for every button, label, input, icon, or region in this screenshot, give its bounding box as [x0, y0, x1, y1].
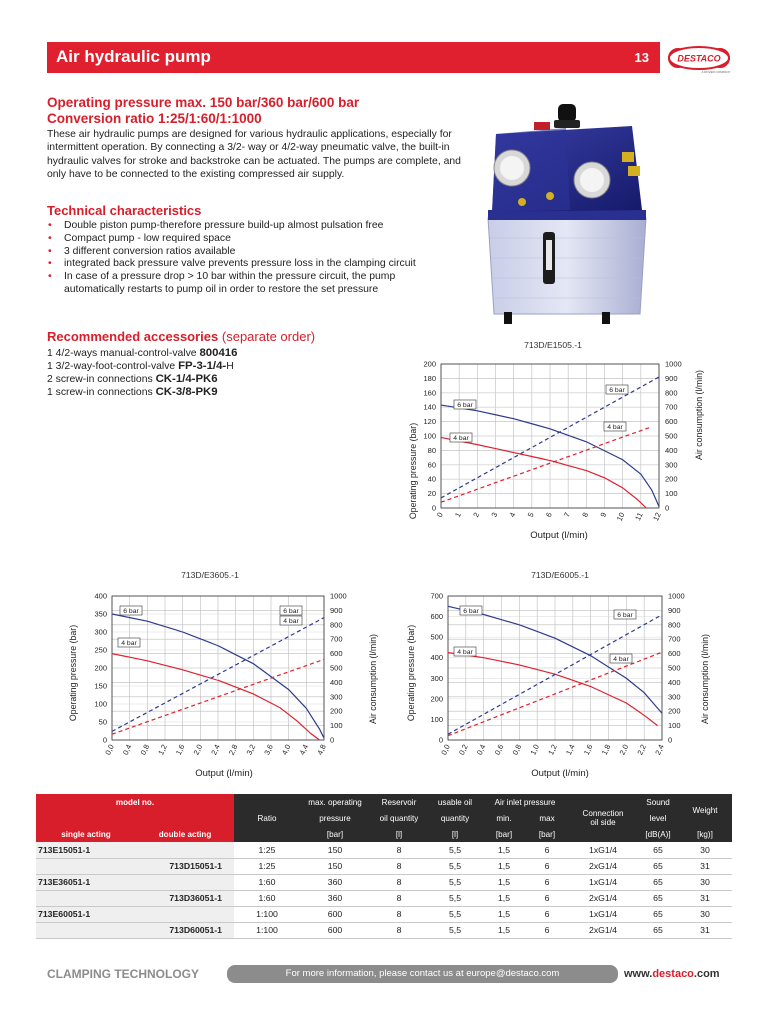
- footer-contact: For more information, please contact us at europe@destaco.com: [227, 965, 618, 983]
- x-tick-label: 1,2: [156, 743, 169, 757]
- cell-max: 6: [526, 874, 568, 890]
- x-tick-label: 10: [614, 511, 627, 523]
- page-number: 13: [634, 50, 649, 65]
- series-annotation-label: 6 bar: [617, 612, 633, 619]
- x-tick-label: 2,4: [653, 743, 666, 757]
- x-axis-label: Output (l/min): [530, 530, 588, 541]
- y2-tick-label: 400: [668, 677, 681, 687]
- logo-text: DESTACO: [677, 53, 721, 64]
- chart-title: 713D/E3605.-1: [181, 570, 239, 580]
- y2-tick-label: 800: [665, 388, 678, 398]
- y2-tick-label: 200: [665, 474, 678, 484]
- y2-axis-label: Air consumption (l/min): [700, 634, 710, 724]
- y2-tick-label: 1000: [665, 359, 682, 369]
- y2-tick-label: 500: [665, 431, 678, 441]
- y-tick-label: 300: [94, 627, 107, 637]
- y-tick-label: 20: [427, 489, 436, 499]
- cell-weight: 30: [678, 906, 732, 922]
- chart-plot: [400, 570, 720, 782]
- series-annotation-label: 4 bar: [121, 640, 137, 647]
- logo-subtext: A DOVER COMPANY: [701, 70, 731, 74]
- chart-plot: [394, 340, 712, 550]
- cell-double: [136, 842, 234, 858]
- x-tick-label: 2,4: [209, 743, 222, 757]
- cell-weight: 30: [678, 842, 732, 858]
- bullet-dot-icon: •: [48, 258, 52, 270]
- cell-double: 713D60051-1: [136, 922, 234, 938]
- chart-1505: [394, 340, 712, 550]
- x-tick-label: 2,2: [635, 743, 648, 757]
- header-model: model no.: [36, 794, 234, 810]
- y2-tick-label: 0: [330, 735, 335, 745]
- chart-6005: [400, 570, 720, 782]
- y-tick-label: 160: [423, 388, 436, 398]
- cell-single: [36, 858, 136, 874]
- cell-sound: 65: [638, 842, 678, 858]
- cell-reservoir: 8: [370, 842, 428, 858]
- bullet-dot-icon: •: [48, 271, 52, 283]
- y-tick-label: 0: [431, 503, 436, 513]
- cell-reservoir: 8: [370, 906, 428, 922]
- cell-usable: 5,5: [428, 874, 482, 890]
- y2-tick-label: 700: [330, 634, 343, 644]
- cell-min: 1,5: [482, 842, 526, 858]
- cell-reservoir: 8: [370, 890, 428, 906]
- series-annotation-label: 6 bar: [463, 608, 479, 615]
- x-tick-label: 0,0: [439, 743, 452, 757]
- x-tick-label: 2,8: [226, 743, 240, 757]
- cell-pressure: 600: [300, 922, 370, 938]
- cell-usable: 5,5: [428, 842, 482, 858]
- y2-tick-label: 400: [665, 445, 678, 455]
- bullet-item: • 3 different conversion ratios available: [48, 245, 236, 257]
- x-tick-label: 0,2: [457, 743, 470, 757]
- bullet-dot-icon: •: [48, 220, 52, 231]
- cell-sound: 65: [638, 874, 678, 890]
- y-tick-label: 400: [94, 591, 107, 601]
- series-annotation-label: 4 bar: [457, 649, 473, 656]
- y2-axis-label: Air consumption (l/min): [694, 370, 704, 460]
- series-annotation-label: 4 bar: [613, 656, 629, 663]
- x-tick-label: 2,0: [191, 743, 205, 757]
- cell-reservoir: 8: [370, 874, 428, 890]
- accessory-item: 1 3/2-way-foot-control-valve FP-3-1/4-H: [47, 360, 234, 372]
- cell-pressure: 150: [300, 858, 370, 874]
- cell-ratio: 1:25: [234, 842, 300, 858]
- y2-tick-label: 600: [665, 417, 678, 427]
- y2-tick-label: 800: [330, 620, 343, 630]
- y2-tick-label: 900: [665, 373, 678, 383]
- cell-weight: 30: [678, 874, 732, 890]
- x-tick-label: 0: [434, 511, 445, 519]
- bullet-item: • Compact pump - low required space: [48, 232, 231, 244]
- cell-ratio: 1:60: [234, 890, 300, 906]
- x-tick-label: 12: [651, 511, 663, 523]
- pump-illustration: [474, 98, 660, 330]
- cell-usable: 5,5: [428, 858, 482, 874]
- y2-tick-label: 300: [330, 692, 343, 702]
- series-annotation-label: 4 bar: [283, 618, 299, 625]
- y-tick-label: 100: [94, 699, 107, 709]
- cell-max: 6: [526, 842, 568, 858]
- x-tick-label: 1,2: [546, 743, 559, 757]
- header-connection: Connection oil side: [568, 794, 638, 842]
- cell-conn: 1xG1/4: [568, 874, 638, 890]
- intro-heading: [47, 95, 467, 127]
- y2-tick-label: 300: [665, 460, 678, 470]
- cell-single: [36, 890, 136, 906]
- technical-bullets: [47, 220, 447, 297]
- cell-ratio: 1:100: [234, 906, 300, 922]
- y2-tick-label: 500: [668, 663, 681, 673]
- cell-single: 713E60051-1: [36, 906, 136, 922]
- x-tick-label: 1,6: [581, 743, 595, 757]
- x-tick-label: 2: [471, 511, 482, 519]
- cell-conn: 2xG1/4: [568, 890, 638, 906]
- bullet-dot-icon: •: [48, 245, 52, 257]
- y2-tick-label: 0: [665, 503, 670, 513]
- y-tick-label: 700: [430, 591, 443, 601]
- x-axis-label: Output (l/min): [531, 768, 589, 779]
- y2-tick-label: 200: [330, 706, 343, 716]
- x-tick-label: 1,0: [528, 743, 541, 757]
- cell-sound: 65: [638, 858, 678, 874]
- table-header-row: single acting double acting [bar] [l] [l] [bar] [bar] [dB(A)] [kg)]: [36, 826, 732, 842]
- cell-max: 6: [526, 890, 568, 906]
- y-tick-label: 400: [430, 653, 443, 663]
- accessory-item: 2 screw-in connections CK-1/4-PK6: [47, 373, 218, 385]
- series-annotation-label: 6 bar: [123, 608, 139, 615]
- y2-tick-label: 300: [668, 692, 681, 702]
- y2-tick-label: 100: [668, 721, 681, 731]
- y2-tick-label: 1000: [668, 591, 685, 601]
- page-title: Air hydraulic pump: [56, 47, 211, 66]
- bullet-item: • integrated back pressure valve prevents pressure loss in the clamping circuit: [48, 258, 416, 270]
- x-tick-label: 1: [453, 511, 463, 519]
- bullet-dot-icon: •: [48, 232, 52, 244]
- y-axis-label: Operating pressure (bar): [408, 422, 418, 520]
- y-tick-label: 100: [423, 431, 436, 441]
- cell-usable: 5,5: [428, 922, 482, 938]
- y2-tick-label: 500: [330, 663, 343, 673]
- x-axis-label: Output (l/min): [195, 768, 253, 779]
- y-tick-label: 500: [430, 632, 443, 642]
- table-row: [36, 922, 732, 938]
- table-row: [36, 858, 732, 874]
- x-tick-label: 4,8: [315, 743, 328, 757]
- footer-section-label: CLAMPING TECHNOLOGY: [47, 967, 199, 981]
- y2-tick-label: 700: [665, 402, 678, 412]
- y2-tick-label: 600: [330, 649, 343, 659]
- y-tick-label: 40: [427, 474, 436, 484]
- y-axis-label: Operating pressure (bar): [68, 624, 78, 722]
- cell-max: 6: [526, 858, 568, 874]
- y-tick-label: 140: [423, 402, 436, 412]
- x-tick-label: 0,0: [103, 743, 116, 757]
- footer-website-link[interactable]: www.destaco.com: [624, 968, 720, 980]
- y-tick-label: 180: [423, 373, 436, 383]
- x-tick-label: 0,8: [138, 743, 152, 757]
- table-row: [36, 890, 732, 906]
- cell-min: 1,5: [482, 858, 526, 874]
- chart-title: 713D/E1505.-1: [524, 340, 582, 350]
- cell-sound: 65: [638, 890, 678, 906]
- table-row: [36, 906, 732, 922]
- series-annotation-label: 6 bar: [457, 402, 473, 409]
- y-tick-label: 600: [430, 612, 443, 622]
- cell-ratio: 1:60: [234, 874, 300, 890]
- cell-conn: 2xG1/4: [568, 858, 638, 874]
- y-tick-label: 200: [430, 694, 443, 704]
- cell-pressure: 360: [300, 890, 370, 906]
- x-tick-label: 0,8: [510, 743, 524, 757]
- cell-reservoir: 8: [370, 922, 428, 938]
- y2-tick-label: 600: [668, 649, 681, 659]
- cell-ratio: 1:25: [234, 858, 300, 874]
- y2-tick-label: 900: [330, 605, 343, 615]
- series-annotation-label: 4 bar: [607, 424, 623, 431]
- cell-double: 713D15051-1: [136, 858, 234, 874]
- cell-conn: 2xG1/4: [568, 922, 638, 938]
- header-ratio: Ratio: [234, 794, 300, 842]
- cell-single: 713E36051-1: [36, 874, 136, 890]
- chart-plot: [60, 570, 380, 782]
- cell-sound: 65: [638, 922, 678, 938]
- x-tick-label: 7: [562, 511, 572, 519]
- x-tick-label: 4,0: [279, 743, 293, 757]
- x-tick-label: 1,8: [599, 743, 613, 757]
- series-annotation-label: 6 bar: [283, 608, 299, 615]
- y2-tick-label: 700: [668, 634, 681, 644]
- x-tick-label: 1,4: [564, 743, 577, 757]
- x-tick-label: 3: [489, 511, 500, 519]
- table-header-row: pressure oil quantity quantity min. max level: [36, 810, 732, 826]
- x-tick-label: 4: [507, 511, 518, 519]
- cell-pressure: 360: [300, 874, 370, 890]
- x-tick-label: 8: [580, 511, 591, 519]
- series-line-pressure-4bar: [441, 437, 646, 508]
- x-tick-label: 11: [633, 511, 645, 522]
- table-row: [36, 842, 732, 858]
- y2-tick-label: 100: [665, 489, 678, 499]
- x-tick-label: 3,2: [244, 743, 258, 757]
- x-tick-label: 0,4: [120, 743, 134, 757]
- cell-ratio: 1:100: [234, 922, 300, 938]
- cell-single: [36, 922, 136, 938]
- cell-double: [136, 874, 234, 890]
- chart-title: 713D/E6005.-1: [531, 570, 589, 580]
- accessories-heading: Recommended accessories (separate order): [47, 329, 316, 344]
- cell-max: 6: [526, 922, 568, 938]
- y2-tick-label: 800: [668, 620, 681, 630]
- cell-weight: 31: [678, 890, 732, 906]
- cell-conn: 1xG1/4: [568, 906, 638, 922]
- x-tick-label: 9: [598, 511, 609, 519]
- x-tick-label: 1,6: [173, 743, 187, 757]
- x-tick-label: 6: [543, 511, 554, 519]
- y2-tick-label: 200: [668, 706, 681, 716]
- y-tick-label: 80: [427, 445, 436, 455]
- intro-heading-line2: Conversion ratio 1:25/1:60/1:1000: [47, 111, 262, 126]
- cell-reservoir: 8: [370, 858, 428, 874]
- y-tick-label: 60: [427, 460, 436, 470]
- cell-min: 1,5: [482, 890, 526, 906]
- series-annotation-label: 6 bar: [609, 387, 625, 394]
- cell-conn: 1xG1/4: [568, 842, 638, 858]
- x-tick-label: 5: [525, 511, 536, 519]
- y2-tick-label: 100: [330, 721, 343, 731]
- x-tick-label: 0,4: [474, 743, 488, 757]
- x-tick-label: 4,4: [297, 743, 311, 757]
- spec-table: [36, 794, 732, 939]
- y-tick-label: 150: [94, 681, 107, 691]
- chart-3605: [60, 570, 380, 782]
- table-row: [36, 874, 732, 890]
- y-tick-label: 0: [438, 735, 443, 745]
- header-banner: [47, 42, 660, 73]
- table-header-row: model no. Ratio max. operating Reservoir usable oil Air inlet pressure Connection oil side Sound Weight: [36, 794, 732, 810]
- y2-axis-label: Air consumption (l/min): [368, 634, 378, 724]
- accessory-item: 1 screw-in connections CK-3/8-PK9: [47, 386, 218, 398]
- y-tick-label: 100: [430, 714, 443, 724]
- intro-heading-line1: Operating pressure max. 150 bar/360 bar/600 bar: [47, 95, 360, 110]
- cell-single: 713E15051-1: [36, 842, 136, 858]
- cell-pressure: 600: [300, 906, 370, 922]
- y-tick-label: 350: [94, 609, 107, 619]
- y2-tick-label: 1000: [330, 591, 347, 601]
- y-tick-label: 250: [94, 645, 107, 655]
- cell-weight: 31: [678, 922, 732, 938]
- y2-tick-label: 400: [330, 677, 343, 687]
- cell-pressure: 150: [300, 842, 370, 858]
- y-tick-label: 300: [430, 673, 443, 683]
- cell-double: [136, 906, 234, 922]
- cell-max: 6: [526, 906, 568, 922]
- technical-heading: Technical characteristics: [47, 203, 202, 218]
- y-tick-label: 50: [98, 717, 107, 727]
- accessory-item: 1 4/2-ways manual-control-valve 800416: [47, 347, 238, 359]
- cell-double: 713D36051-1: [136, 890, 234, 906]
- x-tick-label: 2,0: [617, 743, 631, 757]
- y-axis-label: Operating pressure (bar): [406, 624, 416, 722]
- cell-usable: 5,5: [428, 906, 482, 922]
- cell-usable: 5,5: [428, 890, 482, 906]
- cell-weight: 31: [678, 858, 732, 874]
- bullet-item: • Double piston pump-therefore pressure build-up almost pulsation free: [48, 220, 384, 231]
- y-tick-label: 200: [423, 359, 436, 369]
- cell-min: 1,5: [482, 906, 526, 922]
- y-tick-label: 0: [102, 735, 107, 745]
- accessories-list: [47, 347, 407, 399]
- cell-sound: 65: [638, 906, 678, 922]
- intro-paragraph: These air hydraulic pumps are designed for various hydraulic applications, especially for intermittent operation. By connecting a 3/2- way or 4/2-way pneumatic valve, the built-in hydraulic valves for stroke and backstroke can be actuated. The pumps are complete, and only have to be connected to the existing compressed air supply.: [47, 129, 461, 180]
- destaco-logo: [664, 40, 734, 76]
- y-tick-label: 120: [423, 417, 436, 427]
- cell-min: 1,5: [482, 874, 526, 890]
- series-annotation-label: 4 bar: [453, 435, 469, 442]
- bullet-item: • In case of a pressure drop > 10 bar within the pressure circuit, the pump automatically restarts to pump oil in order to restore the set pressure: [48, 271, 396, 295]
- x-tick-label: 0,6: [492, 743, 506, 757]
- y-tick-label: 200: [94, 663, 107, 673]
- cell-min: 1,5: [482, 922, 526, 938]
- y2-tick-label: 900: [668, 605, 681, 615]
- y2-tick-label: 0: [668, 735, 673, 745]
- x-tick-label: 3,6: [262, 743, 275, 757]
